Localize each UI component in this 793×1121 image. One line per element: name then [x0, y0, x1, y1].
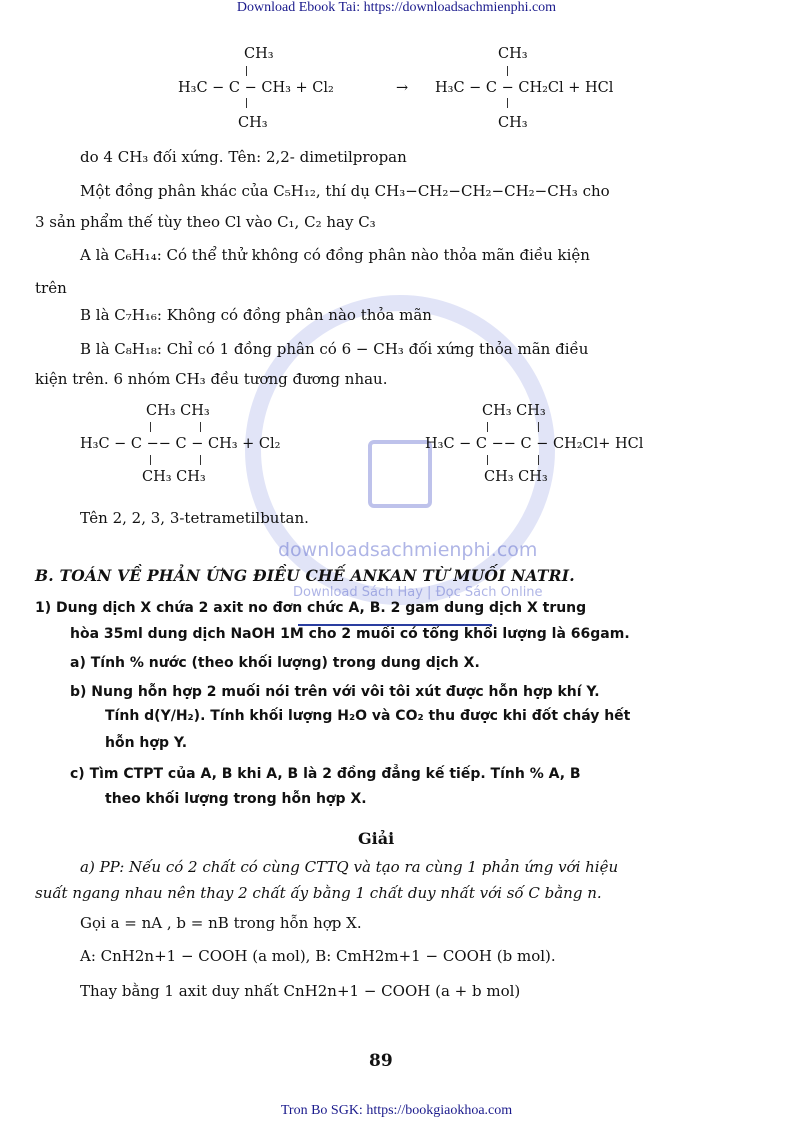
text-line: 3 sản phẩm thế tùy theo Cl vào C₁, C₂ hay C₃	[35, 213, 376, 231]
reaction1-ch3-top-left: CH₃	[244, 46, 274, 62]
bond	[200, 422, 201, 432]
solution-line: Thay bằng 1 axit duy nhất CnH2n+1 − COOH (a + b mol)	[80, 982, 521, 1000]
reaction2-ch3-top-right: CH₃ CH₃	[482, 403, 546, 419]
question-1-line1: 1) Dung dịch X chứa 2 axit no đơn chức A, B. 2 gam dung dịch X trung	[35, 600, 587, 616]
bond	[507, 66, 508, 76]
watermark-book-icon	[368, 440, 432, 508]
reaction1-right: H₃C − C − CH₂Cl + HCl	[435, 80, 614, 96]
download-link[interactable]: Download Ebook Tai: https://downloadsachmienphi.com	[236, 0, 557, 15]
question-b-line3: hỗn hợp Y.	[105, 735, 188, 751]
bond	[487, 455, 488, 465]
reaction1-ch3-top-right: CH₃	[498, 46, 528, 62]
reaction2-left: H₃C − C −− C − CH₃ + Cl₂	[80, 436, 281, 452]
text-line: A là C₆H₁₄: Có thể thử không có đồng phân nào thỏa mãn điều kiện	[80, 246, 590, 264]
question-c-line1: c) Tìm CTPT của A, B khi A, B là 2 đồng đẳng kế tiếp. Tính % A, B	[70, 766, 581, 782]
solution-title: Giải	[358, 829, 395, 848]
reaction2-ch3-bottom-left: CH₃ CH₃	[142, 469, 206, 485]
question-b-line1: b) Nung hỗn hợp 2 muối nói trên với vôi tôi xút được hỗn hợp khí Y.	[70, 684, 600, 700]
text-line: trên	[35, 279, 67, 297]
bond	[507, 98, 508, 108]
reaction1-ch3-bottom-left: CH₃	[238, 115, 268, 131]
solution-line: A: CnH2n+1 − COOH (a mol), B: CmH2m+1 − COOH (b mol).	[80, 947, 556, 965]
text-line: Một đồng phân khác của C₅H₁₂, thí dụ CH₃−CH₂−CH₂−CH₂−CH₃ cho	[80, 182, 610, 200]
bond	[538, 455, 539, 465]
bond	[200, 455, 201, 465]
reaction1-left: H₃C − C − CH₃ + Cl₂	[178, 80, 334, 96]
solution-line: Gọi a = nA , b = nB trong hỗn hợp X.	[80, 914, 362, 932]
reaction1-ch3-bottom-right: CH₃	[498, 115, 528, 131]
reaction2-ch3-bottom-right: CH₃ CH₃	[484, 469, 548, 485]
underline	[298, 624, 492, 626]
bond	[487, 422, 488, 432]
bond	[246, 66, 247, 76]
text-line: kiện trên. 6 nhóm CH₃ đều tương đương nhau.	[35, 370, 388, 388]
page-number: 89	[369, 1051, 393, 1071]
question-b-line2: Tính d(Y/H₂). Tính khối lượng H₂O và CO₂ thu được khi đốt cháy hết	[105, 708, 631, 724]
reaction2-right: H₃C − C −− C − CH₂Cl+ HCl	[425, 436, 644, 452]
solution-line: a) PP: Nếu có 2 chất có cùng CTTQ và tạo ra cùng 1 phản ứng với hiệu	[80, 858, 619, 876]
watermark-tagline: Download Sách Hay | Đọc Sách Online	[293, 585, 543, 600]
bond	[538, 422, 539, 432]
text-line: B là C₈H₁₈: Chỉ có 1 đồng phân có 6 − CH₃ đối xứng thỏa mãn điều	[80, 340, 589, 358]
compound-name: Tên 2, 2, 3, 3-tetrametilbutan.	[80, 509, 309, 527]
sgk-link[interactable]: Tron Bo SGK: https://bookgiaokhoa.com	[280, 1103, 513, 1118]
question-1-line2: hòa 35ml dung dịch NaOH 1M cho 2 muối có tổng khối lượng là 66gam.	[70, 626, 630, 642]
text-line: B là C₇H₁₆: Không có đồng phân nào thỏa mãn	[80, 306, 432, 324]
solution-line: suất ngang nhau nên thay 2 chất ấy bằng 1 chất duy nhất với số C bằng n.	[35, 884, 602, 902]
question-c-line2: theo khối lượng trong hỗn hợp X.	[105, 791, 367, 807]
bond	[150, 455, 151, 465]
text-line: do 4 CH₃ đối xứng. Tên: 2,2- dimetilpropan	[80, 148, 407, 166]
watermark-site: downloadsachmienphi.com	[278, 539, 538, 561]
section-b-title: B. TOÁN VỀ PHẢN ỨNG ĐIỀU CHẾ ANKAN TỪ MUỐI NATRI.	[35, 566, 575, 585]
question-a: a) Tính % nước (theo khối lượng) trong dung dịch X.	[70, 655, 480, 671]
reaction1-arrow: →	[396, 80, 409, 96]
reaction2-ch3-top-left: CH₃ CH₃	[146, 403, 210, 419]
bond	[150, 422, 151, 432]
bond	[246, 98, 247, 108]
